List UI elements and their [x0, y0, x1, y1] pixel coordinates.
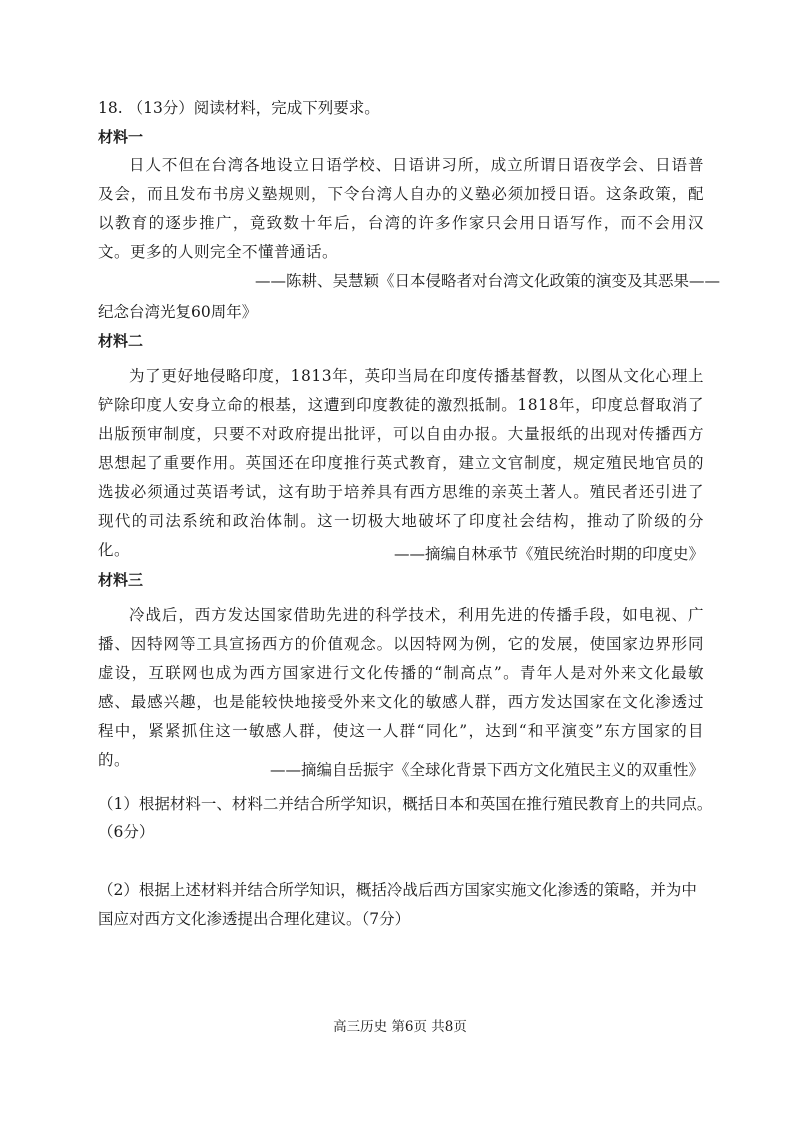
- question-header: 18. （13分）阅读材料，完成下列要求。: [98, 99, 380, 117]
- material3-body: 冷战后，西方发达国家借助先进的科学技术，利用先进的传播手段，如电视、广播、因特网等工具宣扬西方的价值观念。以因特网为例，它的发展，使国家边界形同虚设，互联网也成为西方国家进行文化传播的“制高点”。青年人是对外来文化最敏感、最感兴趣，也是能较快地接受外来文化的敏感人群，西方发达国家在文化渗透过程中，紧紧抓住这一敏感人群，使这一人群“同化”，达到“和平演变”东方国家的目的。: [98, 606, 704, 769]
- page-footer: 高三历史 第6页 共8页: [333, 1019, 467, 1035]
- material1-title: 材料一: [98, 128, 144, 146]
- subquestion-2-line2: 国应对西方文化渗透提出合理化建议。（7分）: [98, 910, 411, 928]
- material3-title: 材料三: [98, 571, 144, 589]
- material2-body: 为了更好地侵略印度，1813年，英印当局在印度传播基督教，以图从文化心理上铲除印度人安身立命的根基，这遭到印度教徒的激烈抵制。1818年，印度总督取消了出版预审制度，只要不对政府提出批评，可以自由办报。大量报纸的出现对传播西方思想起了重要作用。英国还在印度推行英式教育，建立文官制度，规定殖民地官员的选拔必须通过英语考试，这有助于培养具有西方思维的亲英土著人。殖民者还引进了现代的司法系统和政治体制。这一切极大地破坏了印度社会结构，推动了阶级的分化。: [98, 367, 704, 559]
- subquestion-2-line1: （2）根据上述材料并结合所学知识，概括冷战后西方国家实施文化渗透的策略，并为中: [98, 881, 697, 899]
- subquestion-1-line2: （6分）: [98, 823, 155, 841]
- material1-body: 日人不但在台湾各地设立日语学校、日语讲习所，成立所谓日语夜学会、日语普及会，而且发布书房义塾规则，下令台湾人自办的义塾必须加授日语。这条政策，配以教育的逐步推广，竟致数十年后，台湾的许多作家只会用日语写作，而不会用汉文。更多的人则完全不懂普通话。: [98, 156, 704, 261]
- subquestion-1-line1: （1）根据材料一、材料二并结合所学知识，概括日本和英国在推行殖民教育上的共同点。: [98, 795, 713, 813]
- material3-source: ——摘编自岳振宇《全球化背景下西方文化殖民主义的双重性》: [269, 761, 704, 779]
- material1-source-line2: 纪念台湾光复60周年》: [98, 303, 258, 321]
- material2-source: ——摘编自林承节《殖民统治时期的印度史》: [393, 545, 704, 563]
- material2-title: 材料二: [98, 332, 144, 350]
- material1-source-line1: ——陈耕、吴慧颖《日本侵略者对台湾文化政策的演变及其恶果——: [255, 272, 721, 290]
